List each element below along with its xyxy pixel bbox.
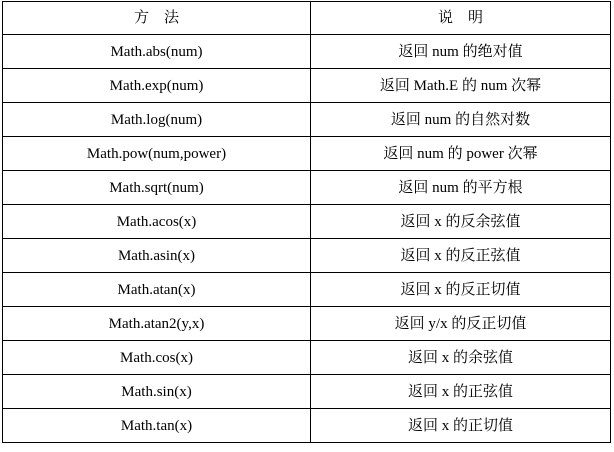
table-row	[3, 341, 611, 375]
description-cell: 返回 x 的正切值	[311, 409, 611, 443]
method-cell: Math.sqrt(num)	[3, 171, 311, 205]
method-cell: Math.pow(num,power)	[3, 137, 311, 171]
description-cell: 返回 x 的余弦值	[311, 341, 611, 375]
method-cell: Math.atan(x)	[3, 273, 311, 307]
description-cell: 返回 x 的正弦值	[311, 375, 611, 409]
description-cell: 返回 num 的自然对数	[311, 103, 611, 137]
description-cell: 返回 y/x 的反正切值	[311, 307, 611, 341]
description-cell: 返回 Math.E 的 num 次幂	[311, 69, 611, 103]
table-row	[3, 409, 611, 443]
table-row	[3, 239, 611, 273]
table-row	[3, 103, 611, 137]
method-cell: Math.exp(num)	[3, 69, 311, 103]
method-cell: Math.atan2(y,x)	[3, 307, 311, 341]
table-row	[3, 69, 611, 103]
description-cell: 返回 num 的 power 次幂	[311, 137, 611, 171]
table-row	[3, 375, 611, 409]
table-row	[3, 273, 611, 307]
description-cell: 返回 x 的反余弦值	[311, 205, 611, 239]
table-row	[3, 171, 611, 205]
math-methods-table-container	[2, 1, 610, 443]
table-header-row	[3, 2, 611, 35]
header-method: 方 法	[3, 2, 311, 35]
method-cell: Math.abs(num)	[3, 35, 311, 69]
method-cell: Math.acos(x)	[3, 205, 311, 239]
method-cell: Math.sin(x)	[3, 375, 311, 409]
method-cell: Math.asin(x)	[3, 239, 311, 273]
method-cell: Math.tan(x)	[3, 409, 311, 443]
description-cell: 返回 num 的平方根	[311, 171, 611, 205]
table-row	[3, 137, 611, 171]
table-row	[3, 307, 611, 341]
description-cell: 返回 num 的绝对值	[311, 35, 611, 69]
header-description: 说 明	[311, 2, 611, 35]
table-row	[3, 205, 611, 239]
description-cell: 返回 x 的反正切值	[311, 273, 611, 307]
method-cell: Math.cos(x)	[3, 341, 311, 375]
method-cell: Math.log(num)	[3, 103, 311, 137]
description-cell: 返回 x 的反正弦值	[311, 239, 611, 273]
math-methods-table	[2, 1, 611, 443]
table-row	[3, 35, 611, 69]
